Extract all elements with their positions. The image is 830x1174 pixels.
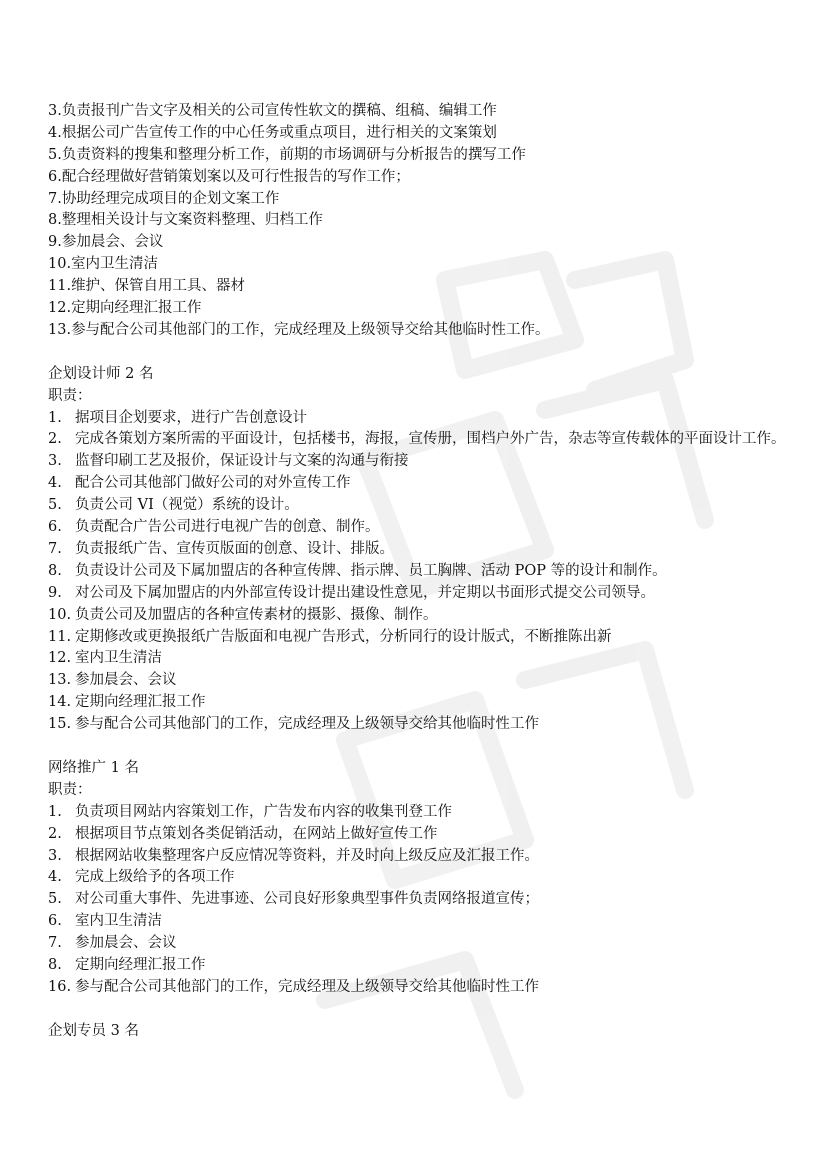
item-text: 负责公司 VI（视觉）系统的设计。 (75, 497, 299, 514)
item-number: 13. (48, 321, 72, 338)
list-item (48, 977, 790, 999)
list-item (48, 101, 790, 123)
list-item (48, 167, 790, 189)
list-item (48, 517, 790, 539)
list-item (48, 429, 790, 451)
item-number: 11. (48, 278, 72, 295)
network-section (48, 758, 790, 999)
item-number: 7. (48, 190, 62, 207)
item-number: 7. (48, 935, 62, 952)
item-number: 16. (48, 978, 72, 995)
item-number: 2. (48, 431, 62, 448)
list-item (48, 846, 790, 868)
item-number: 12. (48, 650, 72, 667)
list-item (48, 933, 790, 955)
list-item (48, 670, 790, 692)
item-number: 11. (48, 628, 72, 645)
item-number: 10. (48, 256, 72, 273)
item-number: 3. (48, 103, 62, 119)
list-item (48, 189, 790, 211)
item-number: 2. (48, 825, 62, 842)
list-item (48, 583, 790, 605)
duty-label: 职责： (48, 387, 92, 404)
item-number: 1. (48, 409, 62, 426)
item-number: 5. (48, 146, 62, 163)
item-text: 参与配合公司其他部门的工作，完成经理及上级领导交给其他临时性工作 (75, 978, 539, 995)
list-item (48, 605, 790, 627)
list-item (48, 408, 790, 430)
item-text: 根据网站收集整理客户反应情况等资料，并及时向上级反应及汇报工作。 (75, 847, 539, 864)
list-item (48, 648, 790, 670)
item-text: 对公司及下属加盟店的内外部宣传设计提出建设性意见，并定期以书面形式提交公司领导。 (75, 584, 655, 601)
item-text: 负责报纸广告、宣传页版面的创意、设计、排版。 (75, 540, 394, 557)
item-number: 8. (48, 562, 62, 579)
list-item (48, 232, 790, 254)
list-item (48, 123, 790, 145)
list-item (48, 714, 790, 736)
list-item (48, 539, 790, 561)
item-text: 负责公司及加盟店的各种宣传素材的摄影、摄像、制作。 (75, 606, 438, 623)
list-item (48, 955, 790, 977)
item-text: 参加晨会、会议 (61, 234, 164, 251)
item-number: 13. (48, 672, 72, 689)
section-title: 企划设计师 2 名 (48, 365, 154, 382)
item-text: 根据项目节点策划各类促销活动，在网站上做好宣传工作 (75, 825, 438, 842)
item-text: 对公司重大事件、先进事迹、公司良好形象典型事件负责网络报道宣传； (75, 891, 539, 908)
item-text: 负责配合广告公司进行电视广告的创意、制作。 (75, 519, 380, 536)
list-item (48, 145, 790, 167)
section-gap (48, 999, 790, 1021)
item-text: 定期修改或更换报纸广告版面和电视广告形式，分析同行的设计版式，不断推陈出新 (75, 628, 612, 645)
item-number: 6. (48, 519, 62, 536)
item-number: 14. (48, 694, 72, 711)
list-item (48, 911, 790, 933)
item-text: 定期向经理汇报工作 (75, 956, 206, 973)
item-number: 12. (48, 300, 72, 317)
item-number: 1. (48, 803, 62, 820)
section-gap (48, 342, 790, 364)
list-item (48, 867, 790, 889)
list-item (48, 824, 790, 846)
item-text: 负责项目网站内容策划工作，广告发布内容的收集刊登工作 (75, 803, 452, 820)
item-number: 5. (48, 891, 62, 908)
item-text: 参与配合公司其他部门的工作，完成经理及上级领导交给其他临时性工作。 (71, 321, 550, 338)
section-gap (48, 736, 790, 758)
item-text: 负责设计公司及下属加盟店的各种宣传牌、指示牌、员工胸牌、活动 POP 等的设计和制作。 (75, 562, 667, 579)
item-text: 配合公司其他部门做好公司的对外宣传工作 (75, 475, 351, 492)
item-number: 8. (48, 956, 62, 973)
specialist-section (48, 1021, 790, 1043)
item-number: 4. (48, 124, 62, 141)
list-item (48, 692, 790, 714)
list-item (48, 451, 790, 473)
item-number: 3. (48, 847, 62, 864)
item-text: 监督印刷工艺及报价，保证设计与文案的沟通与衔接 (75, 453, 409, 470)
item-text: 完成各策划方案所需的平面设计，包括楼书，海报，宣传册，围档户外广告，杂志等宣传载体的平面设计工作。 (75, 431, 786, 448)
item-text: 定期向经理汇报工作 (71, 300, 202, 317)
item-number: 6. (48, 168, 62, 185)
list-item (48, 320, 790, 342)
list-item (48, 627, 790, 649)
item-number: 9. (48, 584, 62, 601)
item-number: 7. (48, 540, 62, 557)
list-item (48, 561, 790, 583)
item-number: 5. (48, 497, 62, 514)
item-text: 参加晨会、会议 (75, 672, 177, 689)
item-text: 维护、保管自用工具、器材 (71, 278, 246, 295)
list-item (48, 210, 790, 232)
item-text: 整理相关设计与文案资料整理、归档工作 (61, 212, 323, 229)
item-text: 完成上级给予的各项工作 (75, 869, 235, 886)
item-number: 10. (48, 606, 72, 623)
item-text: 配合经理做好营销策划案以及可行性报告的写作工作； (61, 168, 410, 185)
item-text: 参与配合公司其他部门的工作，完成经理及上级领导交给其他临时性工作 (75, 716, 539, 733)
list-item (48, 473, 790, 495)
section-title: 企划专员 3 名 (48, 1022, 139, 1039)
list-item (48, 495, 790, 517)
item-text: 室内卫生清洁 (75, 913, 162, 930)
item-number: 9. (48, 234, 62, 251)
list-item (48, 298, 790, 320)
item-text: 参加晨会、会议 (75, 935, 177, 952)
item-number: 4. (48, 475, 62, 492)
item-number: 6. (48, 913, 62, 930)
item-number: 4. (48, 869, 62, 886)
item-text: 定期向经理汇报工作 (75, 694, 206, 711)
list-item (48, 254, 790, 276)
list-item (48, 276, 790, 298)
section-title: 网络推广 1 名 (48, 759, 139, 776)
designer-section (48, 364, 790, 736)
item-text: 负责资料的搜集和整理分析工作，前期的市场调研与分析报告的撰写工作 (61, 146, 526, 163)
item-text: 负责报刊广告文字及相关的公司宣传性软文的撰稿、组稿、编辑工作 (61, 103, 497, 119)
item-text: 根据公司广告宣传工作的中心任务或重点项目，进行相关的文案策划 (61, 124, 497, 141)
item-text: 室内卫生清洁 (75, 650, 162, 667)
item-text: 室内卫生清洁 (71, 256, 159, 273)
item-text: 协助经理完成项目的企划文案工作 (61, 190, 280, 207)
item-number: 8. (48, 212, 62, 229)
continuation-list (48, 101, 790, 342)
item-text: 据项目企划要求，进行广告创意设计 (75, 409, 307, 426)
item-number: 15. (48, 716, 72, 733)
document-body (48, 101, 790, 1043)
list-item (48, 889, 790, 911)
list-item (48, 802, 790, 824)
duty-label: 职责： (48, 781, 92, 798)
item-number: 3. (48, 453, 62, 470)
